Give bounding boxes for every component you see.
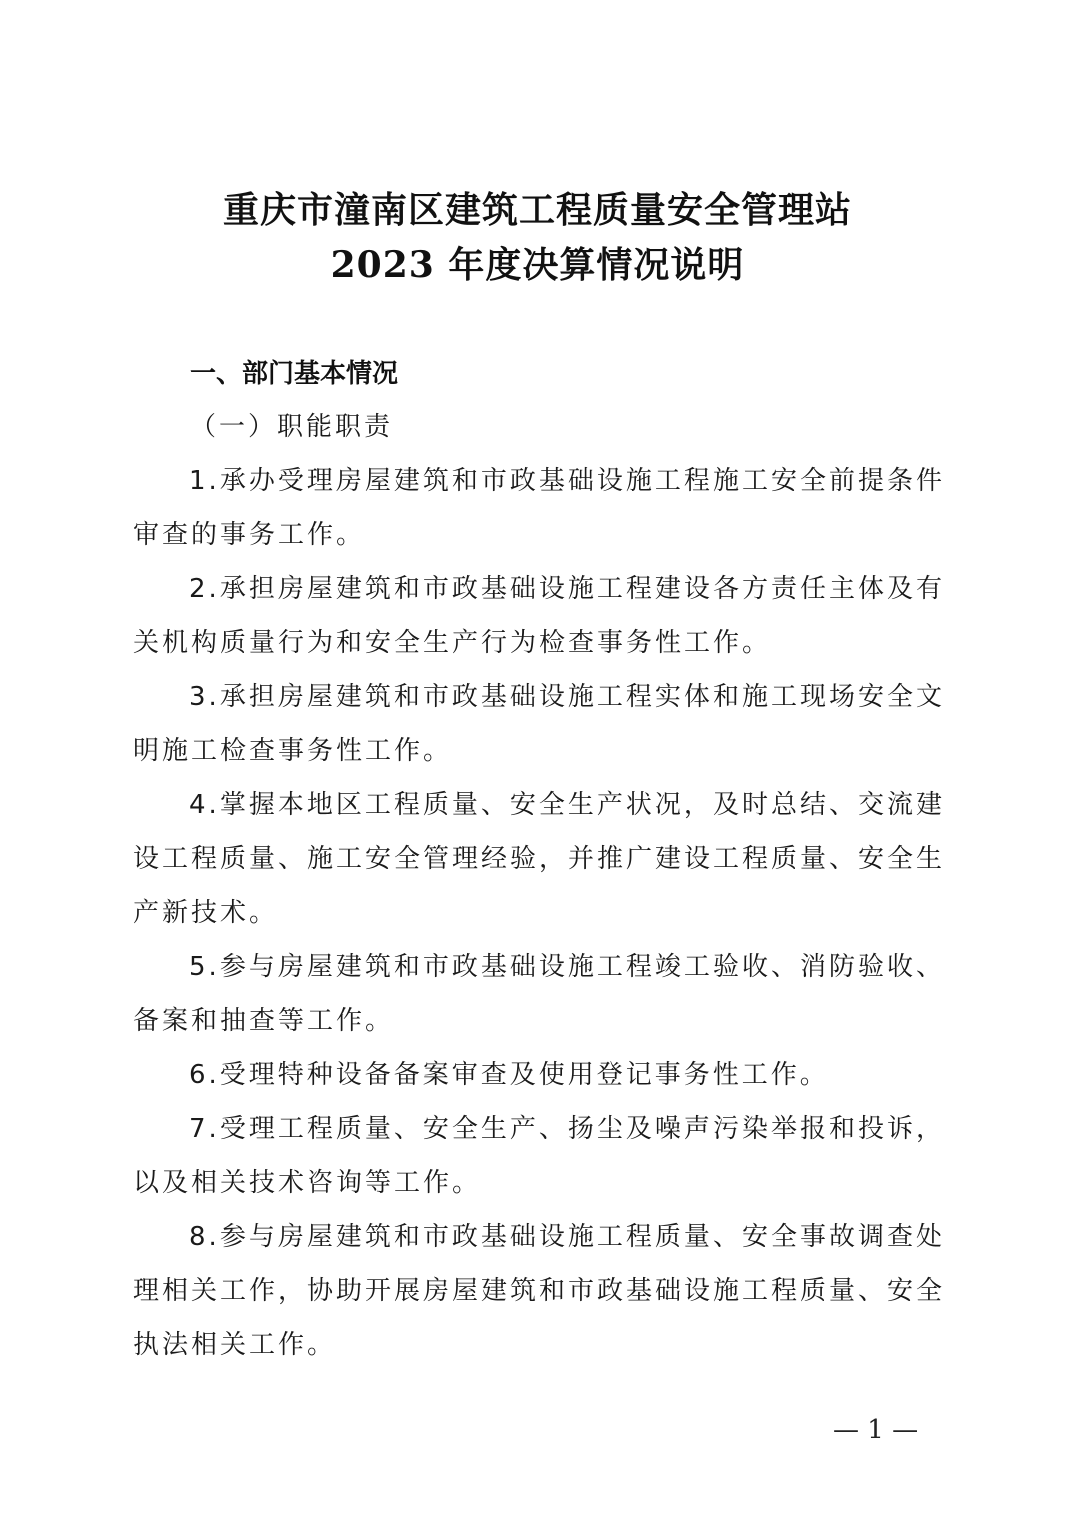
document-title-line-2: 2023 年度决算情况说明 [330,244,745,286]
duty-paragraph-2: 2.承担房屋建筑和市政基础设施工程建设各方责任主体及有关机构质量行为和安全生产行为检查事务性工作。 [133,574,945,658]
duty-paragraph-6: 6.受理特种设备备案审查及使用登记事务性工作。 [189,1060,829,1090]
duties-list [133,454,945,1372]
duty-paragraph-5: 5.参与房屋建筑和市政基础设施工程竣工验收、消防验收、备案和抽查等工作。 [133,952,945,1036]
section-heading: 一、部门基本情况 [190,359,399,389]
subsection-heading: （一）职能职责 [190,412,394,442]
duty-paragraph-8: 8.参与房屋建筑和市政基础设施工程质量、安全事故调查处理相关工作，协助开展房屋建筑和市政基础设施工程质量、安全执法相关工作。 [133,1222,946,1360]
duty-paragraph-7: 7.受理工程质量、安全生产、扬尘及噪声污染举报和投诉，以及相关技术咨询等工作。 [133,1114,945,1198]
page-number: — 1 — [833,1415,919,1445]
duty-paragraph-1: 1.承办受理房屋建筑和市政基础设施工程施工安全前提条件审查的事务工作。 [133,466,945,550]
duty-paragraph-4: 4.掌握本地区工程质量、安全生产状况，及时总结、交流建设工程质量、施工安全管理经验，并推广建设工程质量、安全生产新技术。 [133,790,946,928]
duty-paragraph-3: 3.承担房屋建筑和市政基础设施工程实体和施工现场安全文明施工检查事务性工作。 [133,682,945,766]
document-title-line-1: 重庆市潼南区建筑工程质量安全管理站 [222,189,852,231]
